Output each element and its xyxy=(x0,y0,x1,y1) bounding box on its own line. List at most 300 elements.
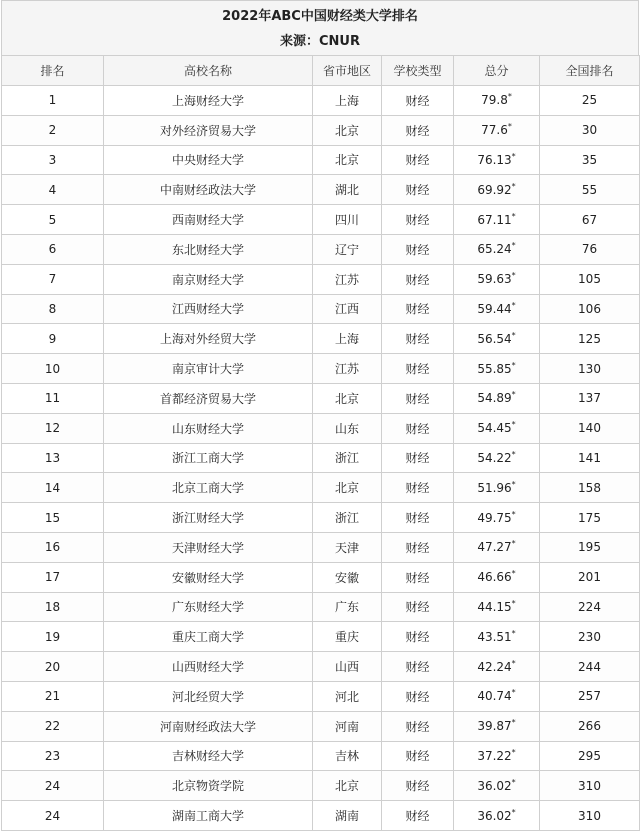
cell-school-name xyxy=(104,592,313,622)
cell-school-name-text: 河北经贸大学 xyxy=(171,689,244,704)
column-header-national-rank: 全国排名 xyxy=(540,56,640,86)
cell-school-name-text: 南京审计大学 xyxy=(171,362,244,377)
cell-national-rank-text: 158 xyxy=(578,480,601,495)
cell-region-text: 广东 xyxy=(334,600,359,615)
cell-national-rank xyxy=(540,324,640,354)
cell-region xyxy=(313,443,382,473)
cell-region xyxy=(313,86,382,116)
cell-school-type xyxy=(382,234,454,264)
cell-school-type xyxy=(382,264,454,294)
cell-school-type xyxy=(382,711,454,741)
cell-national-rank xyxy=(540,115,640,145)
cell-school-name-text: 中南财经政法大学 xyxy=(159,183,256,198)
cell-school-type-text: 财经 xyxy=(405,272,430,287)
cell-national-rank-text: 106 xyxy=(578,301,601,316)
cell-school-name-text: 山东财经大学 xyxy=(171,421,244,436)
cell-rank-text: 10 xyxy=(44,361,61,376)
cell-region-text: 河南 xyxy=(334,719,359,734)
table-row xyxy=(2,443,640,473)
cell-national-rank xyxy=(540,652,640,682)
score-mark: * xyxy=(511,300,516,310)
cell-national-rank-text: 30 xyxy=(581,123,598,138)
cell-school-name-text: 对外经济贸易大学 xyxy=(159,123,256,138)
cell-school-name xyxy=(104,622,313,652)
cell-school-type xyxy=(382,473,454,503)
cell-region xyxy=(313,413,382,443)
cell-region xyxy=(313,175,382,205)
cell-national-rank-text: 201 xyxy=(578,570,601,585)
score-mark: * xyxy=(511,628,516,638)
cell-school-name-text: 浙江财经大学 xyxy=(171,511,244,526)
cell-school-name-text: 南京财经大学 xyxy=(171,272,244,287)
column-header-type: 学校类型 xyxy=(382,56,454,86)
cell-school-name-text: 江西财经大学 xyxy=(171,302,244,317)
cell-school-name-text: 首都经济贸易大学 xyxy=(159,391,256,406)
table-title: 2022年ABC中国财经类大学排名 xyxy=(222,9,418,24)
table-body xyxy=(2,86,640,831)
cell-score-text: 40.74 xyxy=(477,689,512,704)
score-mark: * xyxy=(511,390,516,400)
column-header-region: 省市地区 xyxy=(313,56,382,86)
cell-national-rank-text: 105 xyxy=(578,272,601,287)
cell-score xyxy=(454,205,540,235)
cell-national-rank xyxy=(540,801,640,831)
cell-rank-text: 8 xyxy=(48,301,57,316)
cell-school-name-text: 湖南工商大学 xyxy=(171,809,244,824)
score-mark: * xyxy=(511,509,516,519)
cell-region xyxy=(313,324,382,354)
cell-national-rank-text: 257 xyxy=(578,689,601,704)
cell-school-name xyxy=(104,413,313,443)
cell-school-name-text: 浙江工商大学 xyxy=(171,451,244,466)
cell-national-rank-text: 266 xyxy=(578,719,601,734)
cell-school-type xyxy=(382,413,454,443)
cell-rank-text: 20 xyxy=(44,659,61,674)
table-row xyxy=(2,532,640,562)
cell-score-text: 47.27 xyxy=(477,540,512,555)
cell-score-text: 65.24 xyxy=(477,242,512,257)
cell-score xyxy=(454,115,540,145)
cell-score-text: 51.96 xyxy=(477,480,512,495)
cell-national-rank xyxy=(540,443,640,473)
cell-score xyxy=(454,562,540,592)
cell-score xyxy=(454,413,540,443)
cell-score xyxy=(454,443,540,473)
cell-school-name xyxy=(104,145,313,175)
cell-school-name xyxy=(104,443,313,473)
score-mark: * xyxy=(511,658,516,668)
cell-region-text: 山西 xyxy=(334,660,359,675)
table-row xyxy=(2,324,640,354)
cell-rank-text: 1 xyxy=(48,93,57,108)
cell-school-name xyxy=(104,234,313,264)
cell-school-name-text: 中央财经大学 xyxy=(171,153,244,168)
cell-score-text: 49.75 xyxy=(477,510,512,525)
cell-rank xyxy=(2,681,104,711)
cell-national-rank xyxy=(540,86,640,116)
table-row xyxy=(2,503,640,533)
cell-national-rank xyxy=(540,681,640,711)
cell-school-type xyxy=(382,681,454,711)
cell-region-text: 河北 xyxy=(334,689,359,704)
cell-rank xyxy=(2,473,104,503)
cell-national-rank xyxy=(540,771,640,801)
cell-region xyxy=(313,562,382,592)
cell-score xyxy=(454,771,540,801)
cell-score xyxy=(454,532,540,562)
cell-score xyxy=(454,622,540,652)
cell-rank xyxy=(2,145,104,175)
cell-score xyxy=(454,652,540,682)
cell-rank-text: 15 xyxy=(44,510,61,525)
cell-score-text: 59.44 xyxy=(477,301,512,316)
cell-national-rank-text: 310 xyxy=(578,778,601,793)
cell-region xyxy=(313,234,382,264)
table-row xyxy=(2,383,640,413)
cell-score-text: 39.87 xyxy=(477,719,512,734)
table-row xyxy=(2,681,640,711)
score-mark: * xyxy=(511,241,516,251)
cell-national-rank xyxy=(540,503,640,533)
table-row xyxy=(2,175,640,205)
cell-region-text: 北京 xyxy=(334,123,359,138)
cell-national-rank xyxy=(540,264,640,294)
score-mark: * xyxy=(511,598,516,608)
cell-school-name xyxy=(104,503,313,533)
cell-region-text: 北京 xyxy=(334,391,359,406)
cell-score-text: 37.22 xyxy=(477,748,512,763)
table-row xyxy=(2,234,640,264)
cell-score-text: 59.63 xyxy=(477,272,512,287)
cell-school-type-text: 财经 xyxy=(405,183,430,198)
cell-national-rank-text: 195 xyxy=(578,540,601,555)
cell-national-rank xyxy=(540,622,640,652)
cell-school-name xyxy=(104,801,313,831)
cell-rank-text: 11 xyxy=(44,391,61,406)
table-row xyxy=(2,622,640,652)
cell-school-name-text: 天津财经大学 xyxy=(171,540,244,555)
cell-national-rank-text: 55 xyxy=(581,182,598,197)
cell-region xyxy=(313,503,382,533)
score-mark: * xyxy=(511,479,516,489)
cell-school-name-text: 北京物资学院 xyxy=(171,779,244,794)
cell-national-rank-text: 125 xyxy=(578,331,601,346)
cell-rank-text: 24 xyxy=(44,808,61,823)
cell-national-rank xyxy=(540,741,640,771)
cell-rank-text: 14 xyxy=(44,480,61,495)
cell-rank xyxy=(2,562,104,592)
cell-school-type-text: 财经 xyxy=(405,600,430,615)
cell-score-text: 54.89 xyxy=(477,391,512,406)
cell-region-text: 安徽 xyxy=(334,570,359,585)
cell-school-name-text: 上海对外经贸大学 xyxy=(159,332,256,347)
cell-school-type xyxy=(382,294,454,324)
cell-rank xyxy=(2,354,104,384)
cell-school-type xyxy=(382,622,454,652)
cell-region xyxy=(313,354,382,384)
cell-school-type-text: 财经 xyxy=(405,570,430,585)
cell-school-name-text: 重庆工商大学 xyxy=(171,630,244,645)
table-row xyxy=(2,652,640,682)
cell-national-rank-text: 224 xyxy=(578,599,601,614)
cell-score xyxy=(454,711,540,741)
cell-rank xyxy=(2,413,104,443)
cell-school-type xyxy=(382,86,454,116)
cell-school-type-text: 财经 xyxy=(405,511,430,526)
cell-rank xyxy=(2,622,104,652)
cell-region-text: 北京 xyxy=(334,481,359,496)
cell-school-name-text: 东北财经大学 xyxy=(171,242,244,257)
cell-school-type xyxy=(382,383,454,413)
cell-rank xyxy=(2,264,104,294)
score-mark: * xyxy=(511,807,516,817)
cell-national-rank xyxy=(540,473,640,503)
cell-school-type-text: 财经 xyxy=(405,540,430,555)
score-mark: * xyxy=(511,777,516,787)
cell-region-text: 浙江 xyxy=(334,451,359,466)
cell-school-name xyxy=(104,562,313,592)
score-mark: * xyxy=(511,360,516,370)
cell-rank xyxy=(2,294,104,324)
cell-rank-text: 22 xyxy=(44,719,61,734)
cell-rank-text: 21 xyxy=(44,689,61,704)
cell-region xyxy=(313,473,382,503)
cell-rank xyxy=(2,711,104,741)
cell-national-rank xyxy=(540,294,640,324)
cell-score-text: 54.22 xyxy=(477,450,512,465)
cell-score xyxy=(454,473,540,503)
table-row xyxy=(2,354,640,384)
table-row xyxy=(2,294,640,324)
cell-school-name xyxy=(104,652,313,682)
cell-region xyxy=(313,294,382,324)
cell-school-name xyxy=(104,115,313,145)
cell-school-name-text: 西南财经大学 xyxy=(171,213,244,228)
cell-score xyxy=(454,383,540,413)
cell-region-text: 天津 xyxy=(334,540,359,555)
cell-region xyxy=(313,115,382,145)
cell-rank xyxy=(2,592,104,622)
cell-score-text: 69.92 xyxy=(477,182,512,197)
cell-region-text: 吉林 xyxy=(334,749,359,764)
cell-rank xyxy=(2,443,104,473)
cell-score xyxy=(454,264,540,294)
cell-rank xyxy=(2,175,104,205)
cell-school-type-text: 财经 xyxy=(405,93,430,108)
cell-rank xyxy=(2,86,104,116)
cell-rank xyxy=(2,234,104,264)
cell-national-rank-text: 310 xyxy=(578,808,601,823)
cell-rank-text: 4 xyxy=(48,182,57,197)
cell-score xyxy=(454,324,540,354)
cell-school-type xyxy=(382,145,454,175)
cell-school-name xyxy=(104,771,313,801)
cell-score xyxy=(454,503,540,533)
cell-region xyxy=(313,771,382,801)
cell-school-name xyxy=(104,473,313,503)
cell-school-name-text: 广东财经大学 xyxy=(171,600,244,615)
cell-region-text: 四川 xyxy=(334,213,359,228)
cell-rank-text: 23 xyxy=(44,748,61,763)
cell-score-text: 42.24 xyxy=(477,659,512,674)
cell-school-type-text: 财经 xyxy=(405,630,430,645)
cell-school-type-text: 财经 xyxy=(405,779,430,794)
cell-school-name xyxy=(104,681,313,711)
cell-national-rank xyxy=(540,562,640,592)
score-mark: * xyxy=(511,181,516,191)
cell-score-text: 77.6 xyxy=(481,123,508,138)
cell-region xyxy=(313,741,382,771)
cell-school-name xyxy=(104,324,313,354)
cell-school-name xyxy=(104,175,313,205)
cell-school-type-text: 财经 xyxy=(405,123,430,138)
header-row xyxy=(2,56,640,86)
cell-score xyxy=(454,801,540,831)
cell-region-text: 江西 xyxy=(334,302,359,317)
cell-region xyxy=(313,383,382,413)
cell-region-text: 江苏 xyxy=(334,272,359,287)
cell-score xyxy=(454,145,540,175)
table-caption xyxy=(1,0,639,55)
cell-school-name xyxy=(104,294,313,324)
table-row xyxy=(2,711,640,741)
cell-national-rank-text: 67 xyxy=(581,212,598,227)
cell-school-type-text: 财经 xyxy=(405,749,430,764)
cell-school-type xyxy=(382,354,454,384)
cell-school-type-text: 财经 xyxy=(405,481,430,496)
cell-school-name xyxy=(104,741,313,771)
cell-score-text: 79.8 xyxy=(481,93,508,108)
score-mark: * xyxy=(511,718,516,728)
table-row xyxy=(2,86,640,116)
cell-region-text: 北京 xyxy=(334,779,359,794)
cell-region xyxy=(313,681,382,711)
score-mark: * xyxy=(511,569,516,579)
cell-national-rank xyxy=(540,711,640,741)
ranking-table xyxy=(1,55,640,831)
cell-region xyxy=(313,145,382,175)
cell-school-name xyxy=(104,354,313,384)
cell-region xyxy=(313,205,382,235)
cell-region-text: 上海 xyxy=(334,93,359,108)
score-mark: * xyxy=(511,747,516,757)
cell-rank-text: 9 xyxy=(48,331,57,346)
cell-region xyxy=(313,711,382,741)
cell-school-type xyxy=(382,175,454,205)
table-source: 来源：CNUR xyxy=(280,34,360,49)
cell-score xyxy=(454,681,540,711)
cell-rank xyxy=(2,741,104,771)
cell-rank-text: 2 xyxy=(48,123,57,138)
cell-school-name xyxy=(104,86,313,116)
cell-school-name-text: 山西财经大学 xyxy=(171,660,244,675)
cell-school-type xyxy=(382,771,454,801)
cell-score xyxy=(454,741,540,771)
cell-national-rank xyxy=(540,205,640,235)
cell-national-rank xyxy=(540,413,640,443)
cell-national-rank-text: 76 xyxy=(581,242,598,257)
cell-score xyxy=(454,354,540,384)
cell-score xyxy=(454,294,540,324)
cell-school-name xyxy=(104,383,313,413)
cell-score-text: 67.11 xyxy=(477,212,512,227)
score-mark: * xyxy=(511,420,516,430)
table-row xyxy=(2,413,640,443)
cell-national-rank-text: 230 xyxy=(578,629,601,644)
cell-school-type-text: 财经 xyxy=(405,809,430,824)
cell-region-text: 北京 xyxy=(334,153,359,168)
cell-region-text: 重庆 xyxy=(334,630,359,645)
cell-national-rank-text: 35 xyxy=(581,152,598,167)
cell-school-name-text: 上海财经大学 xyxy=(171,93,244,108)
cell-school-name-text: 吉林财经大学 xyxy=(171,749,244,764)
cell-region xyxy=(313,532,382,562)
cell-national-rank xyxy=(540,383,640,413)
cell-school-type-text: 财经 xyxy=(405,660,430,675)
cell-school-type xyxy=(382,652,454,682)
cell-school-name-text: 安徽财经大学 xyxy=(171,570,244,585)
cell-score-text: 43.51 xyxy=(477,629,512,644)
cell-school-type-text: 财经 xyxy=(405,391,430,406)
cell-region-text: 山东 xyxy=(334,421,359,436)
cell-rank-text: 3 xyxy=(48,152,57,167)
column-header-name: 高校名称 xyxy=(104,56,313,86)
cell-national-rank-text: 141 xyxy=(578,450,601,465)
cell-national-rank xyxy=(540,145,640,175)
cell-school-type xyxy=(382,741,454,771)
cell-school-name xyxy=(104,532,313,562)
cell-national-rank xyxy=(540,532,640,562)
cell-school-type xyxy=(382,115,454,145)
cell-score-text: 36.02 xyxy=(477,808,512,823)
score-mark: * xyxy=(507,122,512,132)
cell-school-type-text: 财经 xyxy=(405,689,430,704)
cell-score-text: 55.85 xyxy=(477,361,512,376)
table-row xyxy=(2,205,640,235)
cell-region-text: 上海 xyxy=(334,332,359,347)
cell-rank-text: 17 xyxy=(44,570,61,585)
cell-region xyxy=(313,652,382,682)
cell-score xyxy=(454,86,540,116)
score-mark: * xyxy=(511,449,516,459)
cell-school-type-text: 财经 xyxy=(405,153,430,168)
table-row xyxy=(2,264,640,294)
table-row xyxy=(2,562,640,592)
cell-rank xyxy=(2,532,104,562)
cell-national-rank-text: 130 xyxy=(578,361,601,376)
cell-school-name xyxy=(104,711,313,741)
cell-school-type xyxy=(382,592,454,622)
cell-school-type-text: 财经 xyxy=(405,451,430,466)
cell-rank-text: 13 xyxy=(44,450,61,465)
cell-school-name-text: 河南财经政法大学 xyxy=(159,719,256,734)
cell-rank-text: 5 xyxy=(48,212,57,227)
cell-region-text: 辽宁 xyxy=(334,242,359,257)
cell-rank-text: 16 xyxy=(44,540,61,555)
cell-region-text: 湖北 xyxy=(334,183,359,198)
cell-school-type xyxy=(382,503,454,533)
cell-rank xyxy=(2,205,104,235)
cell-score-text: 46.66 xyxy=(477,570,512,585)
cell-rank-text: 7 xyxy=(48,272,57,287)
cell-school-name-text: 北京工商大学 xyxy=(171,481,244,496)
cell-rank xyxy=(2,115,104,145)
score-mark: * xyxy=(511,211,516,221)
score-mark: * xyxy=(511,271,516,281)
cell-school-type-text: 财经 xyxy=(405,213,430,228)
cell-national-rank xyxy=(540,354,640,384)
cell-region xyxy=(313,801,382,831)
